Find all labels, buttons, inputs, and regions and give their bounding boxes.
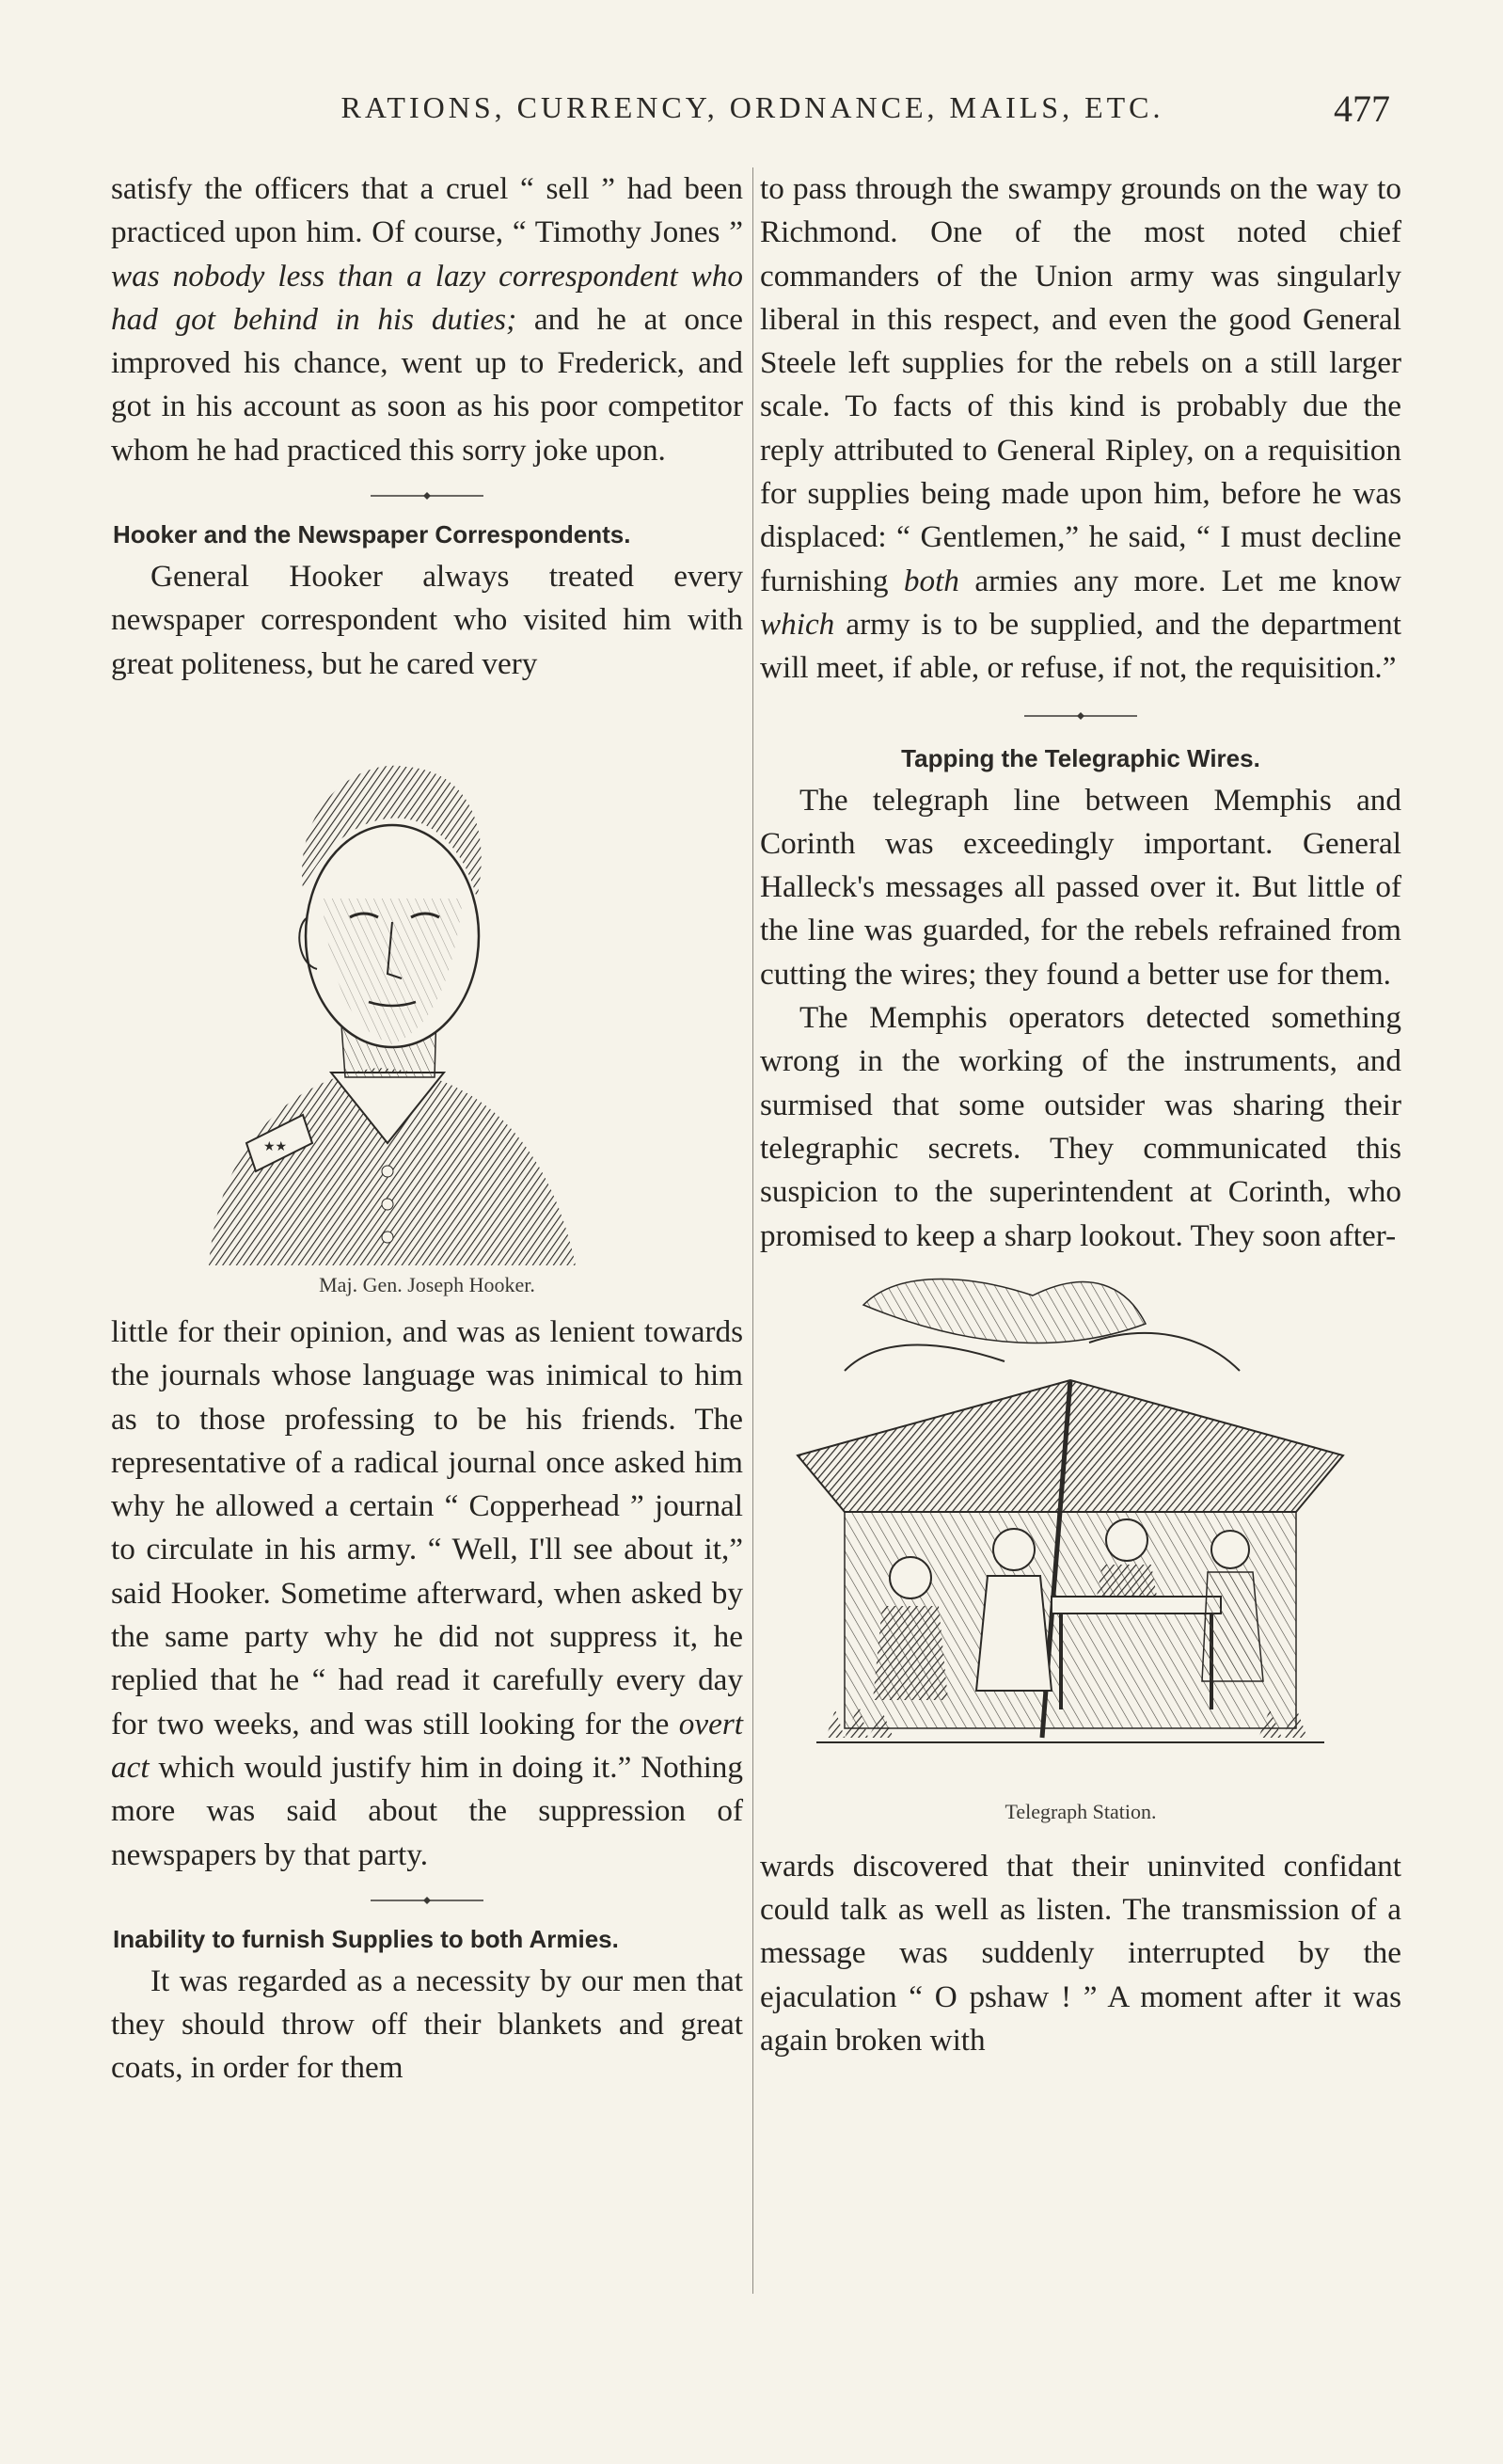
telegraph-station-figure — [760, 1267, 1401, 1826]
left-paragraph-1: satisfy the officers that a cruel “ sell ” had been practiced upon him. Of course, “ Timothy Jones ” was nobody less than a lazy correspondent who had got behind in his duties; and he at once improved his chance, went up to Frederick, and got in his account as soon as his poor competitor whom he had practiced this sorry joke upon. — [111, 171, 744, 468]
section-divider — [111, 1886, 743, 1915]
column-rule — [752, 167, 753, 2294]
figure-caption-hooker: Maj. Gen. Joseph Hooker. — [319, 1272, 535, 1296]
section-divider — [111, 482, 743, 510]
right-paragraph-4: wards discovered that their uninvited confidant could talk as well as listen. The transmission of a message was suddenly interrupted by the ejaculation “ O pshaw ! ” A moment after it was again broken with — [760, 1848, 1401, 2059]
left-paragraph-3: little for their opinion, and was as lenient towards the journals whose language was inimical to him as to those professing to be his friends. The representative of a radical journal once asked him why he allowed a certain “ Copperhead ” journal to circulate in his army. “ Well, I'll see about it,” said Hooker. Sometime afterward, when asked by the same party why he did not suppress it, he replied that he “ had read it carefully every day for two weeks, and was still looking for the overt act which would justify him in doing it.” Nothing more was said about the suppression of newspapers by that party. — [111, 1313, 743, 1872]
svg-text:★★: ★★ — [263, 1137, 288, 1153]
hooker-portrait-engraving — [190, 701, 585, 1265]
hooker-portrait-figure — [111, 701, 743, 1299]
left-paragraph-2: General Hooker always treated every newspaper correspondent who visited him with great politeness, but he cared very — [111, 559, 743, 681]
section-heading-telegraph: Tapping the Telegraphic Wires. — [901, 743, 1260, 772]
running-head-title: RATIONS, CURRENCY, ORDNANCE, MAILS, ETC. — [340, 90, 1164, 124]
right-paragraph-3: The Memphis operators detected something wrong in the working of the instruments, and surmised that some outsider was sharing their telegraphic secrets. They communicated this suspicion to the superintendent at Corinth, who promised to keep a sharp lookout. They soon after- — [760, 1000, 1401, 1253]
right-paragraph-2: The telegraph line between Memphis and Corinth was exceedingly important. General Halleck's messages all passed over it. But little of the line was guarded, for the rebels refrained from cutting the wires; they found a better use for them. — [760, 782, 1401, 992]
right-paragraph-1: to pass through the swampy grounds on the way to Richmond. One of the most noted chief commanders of the Union army was singularly liberal in this respect, and even the good General Steele left supplies for the rebels on a still larger scale. To facts of this kind is probably due the reply attributed to General Ripley, on a requisition for supplies being made upon him, before he was displaced: “ Gentlemen,” he said, “ I must decline furnishing both armies any more. Let me know which army is to be supplied, and the department will meet, if able, or refuse, if not, the requisition.” — [760, 171, 1401, 686]
right-column — [760, 167, 1401, 2062]
section-heading-supplies: Inability to furnish Supplies to both Armies. — [113, 1924, 619, 1953]
page-number: 477 — [1334, 87, 1390, 130]
figure-caption-telegraph: Telegraph Station. — [1005, 1799, 1157, 1823]
telegraph-station-engraving — [788, 1267, 1353, 1794]
section-heading-hooker: Hooker and the Newspaper Correspondents. — [113, 520, 631, 549]
section-divider — [760, 702, 1401, 730]
left-paragraph-4: It was regarded as a necessity by our men that they should throw off their blankets and great coats, in order for them — [111, 1963, 743, 2086]
left-column — [111, 167, 743, 2090]
